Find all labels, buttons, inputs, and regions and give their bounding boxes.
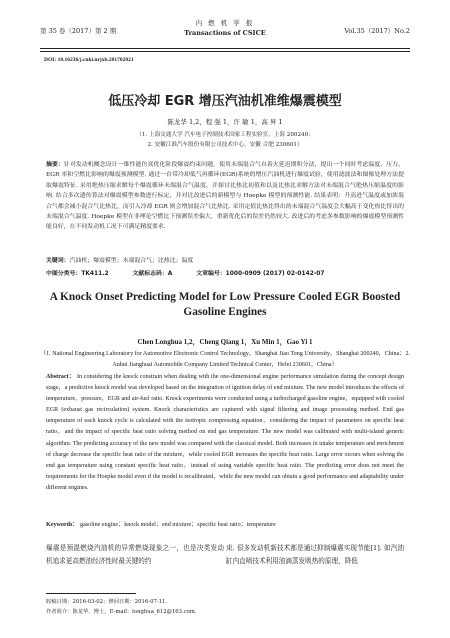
authors-en: Chen Longhua 1,2，Cheng Qiang 1，Xu Min 1，Gao Yi 1 [137,338,313,346]
clc-number: 中图分类号：TK411.2 [46,271,109,277]
abstract-en-text: In considering the knock constrain when dealing with the one-dimensional engine performance simulation during the concept design stage，a predictive knock model was developed based on the integration of ignition delay of end mixture. The new model introduces the effects of temperature，pressure，EGR and air-fuel ratio. Knock experiments were conducted using a turbocharged gasoline engine，equipped with cooled EGR (exhaust gas recirculation) system. Knock characteristics are captured with signal filtering and image processing method. End gas temperature of each knock cycle is calculated with the isotropic compressing equation，considering the impact of parameters on specific heat ratio，and the impact of specific heat ratio solving method on end gas temperature. The new model was calibrated with multi-island generic algorithm. The predicting accuracy of the new model was compared with the classical model. Both increases in intake temperature and enrichment of charge decrease the specific heat ratio of the mixture，while cooled EGR increases the specific heat ratio. Large error occurs when solving the end gas temperature using constant specific heat ratio，instead of using variable specific heat ratio. The predicting error does not meet the requirements for the Hoepke model even if the model is recalibrated，while the new model can obtain a good performance and adaptability under different engines. [46,374,405,491]
footnote-rule [46,593,136,594]
keywords-cn-label: 关键词： [46,258,70,264]
abstract-cn-label: 摘要： [46,162,64,168]
body-column-left: 爆震是预混燃烧汽油机的异常燃烧现象之一，也是决类发动机追求更高燃油经济性时最关键的约 [46,544,224,565]
keywords-en-label: Keywords： [46,522,79,528]
abstract-cn-text: 针对发动机概念设计一维性能仿真优化阶段爆震约束问题，使用未端混合气自着火延迟期积分法，提出一个同时考虑温度、压力、EGR 率和空燃比影响的爆震预测模型. 通过一台带冷却低气再循环(EGR)系统的增压汽油机进行爆震试验，使用滤波法和图像处理方法提取爆震特征. 采用绝热压缩求解每个爆震循环未端混合气温度，并探讨比热比初值和以及比热比求解方法对未端混合气绝热压缩温度的影响. 结合多次遗传算法对爆震模型参数进行标定，并对比改进后的新模型与 Hoepke 模型的预测性能. 结果表明：升高进气温度或加浓混合气都会减小混合气比热比，而引入冷却 EGR 则会增加混合气比热比. 采用定值比热比得出的未端混合气温度会大幅高于变化热比得出的未端混合气温度. Hoepke 模型在非理论空燃比下预测误差偏大，重新优化后的误差仍然较大. 改进后的考虑多参数影响的爆震模型预测性能良好，在不同发动机工况下可满足精度要求. [46,162,405,231]
header-rule [40,48,410,49]
footnote-author: 作者简介：陈龙华，博士，E-mail：longhua_612@163.com. [46,609,197,615]
affiliation-cn-2: 2. 安徽江淮汽车股份有限公司技术中心，安徽 合肥 230601） [147,142,303,148]
journal-header [40,18,410,44]
header-rule-thin [40,51,410,52]
document-code: 文献标志码：A [132,271,173,277]
title-en: A Knock Onset Predicting Model for Low Pressure Cooled EGR Boosted Gasoline Engines [49,291,401,318]
abstract-en [46,372,404,494]
doi: DOI: 10.16236/j.cnki.nrjxb.201702021 [44,57,134,63]
keywords-en [46,520,404,531]
abstract-cn [46,160,404,233]
volume-cn: 第 35 卷（2017）第 2 期 [40,27,117,35]
keywords-cn-text: 汽油机；爆震模型；未端混合气；比热比；温度 [69,258,194,264]
footnote-dates: 收稿日期：2016-03-02；修回日期：2016-07-11. [46,599,168,605]
keywords-en-text: gasoline engine；knock model；end mixture；specific heat ratio；temperature [80,522,276,528]
classification-row [46,268,406,277]
keywords-cn [46,256,404,266]
abstract-en-label: Abstract： [46,374,76,380]
affiliation-cn-1: （1. 上海交通大学 汽车电子控制技术国家工程实验室，上海 200240； [136,132,314,138]
journal-name-en: Transactions of CSICE [184,29,266,37]
journal-name-cn: 内 燃 机 学 报 [195,19,255,27]
affiliation-en: （1. National Engineering Laboratory for Automotive Electronic Control Technology，Shanghai Jiao Tong University，Shanghai 200240，China；2. Anhui Jianghuai Automobile Company Limited Technical Center，Hefei 230601，China） [40,351,410,368]
title-cn: 低压冷却 EGR 增压汽油机准维爆震模型 [108,94,342,109]
body-column-right: 束. 很多发动机新技术都是通过抑制爆震实现节能[1]. 如汽油缸内直喷技术利用油滴蒸发吸热的原理，降低 [226,544,404,565]
authors-cn: 陈龙华 1,2，程 强 1，许 敏 1，高 昇 1 [167,118,283,126]
volume-en: Vol.35（2017）No.2 [344,27,410,35]
article-number: 文章编号：1000-0909 (2017) 02-0142-07 [196,271,325,277]
